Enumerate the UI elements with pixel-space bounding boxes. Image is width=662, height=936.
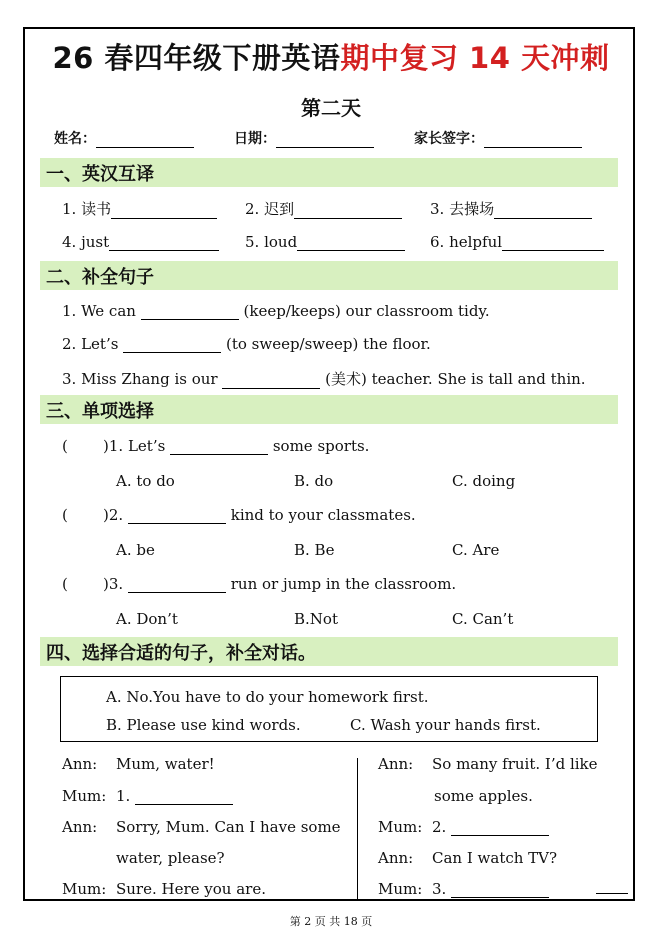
complete-item-3: 3. Miss Zhang is our (美术) teacher. She is tall and thin. xyxy=(62,370,586,388)
name-label: 姓名： xyxy=(54,131,96,147)
choice-2-option-a[interactable]: A. be xyxy=(116,541,155,559)
dialog-speaker: Mum: xyxy=(378,818,423,836)
page-footer: 第 2 页 共 18 页 xyxy=(289,915,373,928)
section2-title: 二、补全句子 xyxy=(46,267,154,288)
dialog-speaker: Ann: xyxy=(62,818,98,836)
dialog-line: Mum, water! xyxy=(116,755,215,773)
answer-blank[interactable] xyxy=(135,804,233,805)
dialog-line: water, please? xyxy=(116,849,225,867)
choice-item-1: )1. Let’s some sports. xyxy=(103,437,370,455)
dialog-line: 1. xyxy=(116,787,233,805)
answer-blank[interactable] xyxy=(222,388,320,389)
answer-blank[interactable] xyxy=(297,250,405,251)
dialog-speaker: Ann: xyxy=(378,849,414,867)
dialog-line: 2. xyxy=(432,818,549,836)
option-b: B. Please use kind words. xyxy=(106,716,301,734)
choice-2-option-b[interactable]: B. Be xyxy=(294,541,335,559)
answer-blank[interactable] xyxy=(451,835,549,836)
choice-item-3: )3. run or jump in the classroom. xyxy=(103,575,457,593)
dialog-line: Sure. Here you are. xyxy=(116,880,266,898)
parent-sign-label: 家长签字： xyxy=(414,131,484,147)
parent-sign-field xyxy=(414,128,582,148)
answer-blank[interactable] xyxy=(451,897,549,898)
choice-1-option-c[interactable]: C. doing xyxy=(452,472,516,490)
name-blank[interactable] xyxy=(96,147,194,148)
choice-3-option-a[interactable]: A. Don’t xyxy=(116,610,178,628)
dialog-speaker: Mum: xyxy=(62,880,107,898)
choice-2-option-c[interactable]: C. Are xyxy=(452,541,500,559)
dialog-line: So many fruit. I’d like xyxy=(432,755,598,773)
section4-title: 四、选择合适的句子，补全对话。 xyxy=(46,643,316,664)
dialog-line: 3. xyxy=(432,880,549,898)
answer-blank[interactable] xyxy=(111,218,217,219)
date-label: 日期： xyxy=(234,131,276,147)
choice-paren: ( xyxy=(62,437,68,455)
choice-1-option-a[interactable]: A. to do xyxy=(116,472,175,490)
translate-item-3: 3. 去操场 xyxy=(430,198,592,219)
answer-blank[interactable] xyxy=(128,592,226,593)
title-main: 26 春四年级下册英语 xyxy=(52,41,341,75)
translate-item-5: 5. loud xyxy=(245,233,405,251)
section3-title: 三、单项选择 xyxy=(46,401,154,422)
dialog-line: Sorry, Mum. Can I have some xyxy=(116,818,341,836)
complete-item-1: 1. We can (keep/keeps) our classroom tidy. xyxy=(62,302,490,320)
dialog-speaker: Ann: xyxy=(378,755,414,773)
translate-item-4: 4. just xyxy=(62,233,219,251)
answer-blank[interactable] xyxy=(170,454,268,455)
title-highlight: 期中复习 14 天冲刺 xyxy=(340,41,610,75)
section1-title: 一、英汉互译 xyxy=(46,164,154,185)
date-blank[interactable] xyxy=(276,147,374,148)
answer-blank[interactable] xyxy=(128,523,226,524)
date-field xyxy=(234,128,374,148)
complete-item-2: 2. Let’s (to sweep/sweep) the floor. xyxy=(62,335,431,353)
translate-item-1: 1. 读书 xyxy=(62,198,217,219)
day-heading: 第二天 xyxy=(301,96,361,120)
choice-paren: ( xyxy=(62,506,68,524)
answer-blank[interactable] xyxy=(141,319,239,320)
choice-item-2: )2. kind to your classmates. xyxy=(103,506,416,524)
frame-stub-line xyxy=(596,893,628,894)
answer-blank[interactable] xyxy=(502,250,604,251)
choice-3-option-b[interactable]: B.Not xyxy=(294,610,338,628)
option-c: C. Wash your hands first. xyxy=(350,716,541,734)
translate-item-2: 2. 迟到 xyxy=(245,198,402,219)
dialog-speaker: Mum: xyxy=(62,787,107,805)
answer-blank[interactable] xyxy=(494,218,592,219)
translate-item-6: 6. helpful xyxy=(430,233,604,251)
dialog-divider xyxy=(357,758,358,900)
dialog-speaker: Ann: xyxy=(62,755,98,773)
dialog-line: some apples. xyxy=(434,787,533,805)
choice-1-option-b[interactable]: B. do xyxy=(294,472,334,490)
page-title xyxy=(0,36,662,77)
name-field xyxy=(54,128,194,148)
choice-paren: ( xyxy=(62,575,68,593)
parent-sign-blank[interactable] xyxy=(484,147,582,148)
dialog-line: Can I watch TV? xyxy=(432,849,558,867)
dialog-speaker: Mum: xyxy=(378,880,423,898)
answer-blank[interactable] xyxy=(123,352,221,353)
option-a: A. No.You have to do your homework first. xyxy=(106,688,429,706)
answer-blank[interactable] xyxy=(109,250,219,251)
choice-3-option-c[interactable]: C. Can’t xyxy=(452,610,514,628)
answer-blank[interactable] xyxy=(294,218,402,219)
